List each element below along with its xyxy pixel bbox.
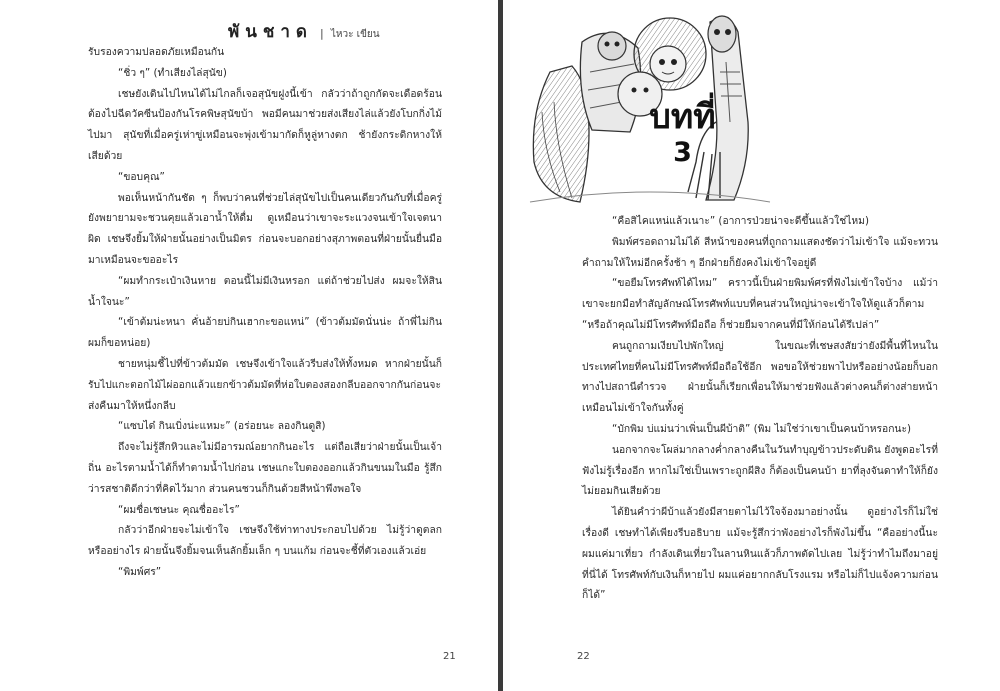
paragraph: กลัวว่าอีกฝ่ายจะไม่เข้าใจ เชษจึงใช้ท่าทางประกอบไปด้วย ไม่รู้ว่าดูตลกหรืออย่างไร ฝ่ายนั้นจึงยิ้มจนเห็นลักยิ้มเล็ก ๆ บนแก้ม ก่อนจะชี้ที่ตัวเองแล้วเอ่ย	[88, 524, 442, 558]
author-credit: ไหวะ เขียน	[330, 29, 380, 40]
running-header	[228, 18, 380, 45]
paragraph: พิมพ์ศรอดถามไม่ได้ สีหน้าของคนที่ถูกถามแสดงชัดว่าไม่เข้าใจ แม้จะทวนคำถามให้ใหม่อีกครั้งช้า ๆ อีกฝ่ายก็ยังคงไม่เข้าใจอยู่ดี	[582, 235, 938, 269]
book-title: พันชาด	[228, 22, 313, 42]
paragraph: พอเห็นหน้ากันชัด ๆ ก็พบว่าคนที่ช่วยไล่สุนัขไปเป็นคนเดียวกันกับที่เมื่อครู่ยังพยายามจะชวนคุยแล้วเอาน้ำให้ดื่ม ดูเหมือนว่าเขาจะระแวงจนเข้าใจเจตนาผิด เชษจึงยิ้มให้ฝ่ายนั้นอย่างเป็นมิตร ก่อนจะบอกอย่างสุภาพตอนที่ฝ่ายนั้นยื่นมือมาเหมือนจะขออะไร	[88, 191, 442, 266]
paragraph: “คือสิไคแหน่แล้วเนาะ” (อาการป่วยน่าจะดีขึ้นแล้วใช่ไหม)	[612, 215, 869, 227]
paragraph: รับรองความปลอดภัยเหมือนกัน	[88, 46, 225, 58]
paragraph: “ขอยืมโทรศัพท์ได้ไหม” คราวนี้เป็นฝ่ายพิมพ์ศรที่ฟังไม่เข้าใจบ้าง แม้ว่าเขาจะยกมือทำสัญลักษณ์โทรศัพท์แบบที่คนส่วนใหญ่น่าจะเข้าใจให้ดูแล้วก็ตาม “หรือถ้าคุณไม่มีโทรศัพท์มือถือ ก็ช่วยยืมจากคนที่มีให้ก่อนได้รึเปล่า”	[582, 277, 938, 331]
chapter-heading	[635, 97, 730, 169]
paragraph: “ผมชื่อเชษนะ คุณชื่ออะไร”	[118, 503, 240, 516]
paragraph: “ผมทำกระเป๋าเงินหาย ตอนนี้ไม่มีเงินหรอก แต่ถ้าช่วยไปส่ง ผมจะให้สินน้ำใจนะ”	[88, 274, 442, 308]
paragraph: คนถูกถามเงียบไปพักใหญ่ ในขณะที่เชษสงสัยว่ายังมีพื้นที่ไหนในประเทศไทยที่คนไม่มีโทรศัพท์มือถือใช้อีก พอขอให้ช่วยพาไปหรืออย่างน้อยก็บอกทางไปสถานีตำรวจ ฝ่ายนั้นก็เรียกเพื่อนให้มาช่วยฟังแล้วต่างคนก็ต่างส่ายหน้าเหมือนไม่เข้าใจกันทั้งคู่	[582, 339, 938, 415]
paragraph: “เข้าต้มน่ะหนา คั่นอ้ายบ่กินเฮากะขอแหน่” (ข้าวต้มมัดนั่นน่ะ ถ้าพี่ไม่กินผมก็ขอหน่อย)	[88, 316, 442, 350]
chapter-number: 3	[673, 137, 692, 168]
right-page-text	[582, 211, 938, 606]
paragraph: “พิมพ์ศร”	[118, 565, 162, 578]
header-separator: |	[320, 27, 324, 40]
page-number-right: 22	[577, 651, 590, 662]
paragraph: “ชิ่ว ๆ” (ทำเสียงไล่สุนัข)	[118, 66, 227, 79]
paragraph: “ขอบคุณ”	[118, 170, 165, 183]
left-page-text	[88, 42, 442, 583]
chapter-title: บทที่	[649, 97, 716, 137]
left-page	[0, 0, 498, 691]
paragraph: ได้ยินคำว่าผีบ้าแล้วยังมีสายตาไม่ไว้ใจจ้องมาอย่างนั้น ดูอย่างไรก็ไม่ใช่เรื่องดี เชษทำได้เพียงรีบอธิบาย แม้จะรู้สึกว่าพังอย่างไรก็พังไม่ขึ้น “คืออย่างนี้นะ ผมแค่มาเที่ยว กำลังเดินเที่ยวในลานหินแล้วก็ภาพตัดไปเลย ไม่รู้ว่าทำไมถึงมาอยู่ที่นี่ได้ โทรศัพท์กับเงินก็หายไป ผมแค่อยากกลับโรงแรม หรือไม่ก็ไปแจ้งความก่อนก็ได้”	[582, 506, 938, 602]
paragraph: นอกจากจะโผล่มากลางค่ำกลางคืนในวันทำบุญข้าวประดับดิน ยังพูดอะไรที่ฟังไม่รู้เรื่องอีก หากไม่ใช่เป็นเพราะถูกผีสิง ก็ต้องเป็นคนบ้า ยาที่ลุงจันดาทำให้ก็ยังไม่ยอมกินเสียด้วย	[582, 443, 938, 498]
paragraph: ถึงจะไม่รู้สึกหิวและไม่มีอารมณ์อยากกินอะไร แต่ถือเสียว่าฝ่ายนั้นเป็นเจ้าถิ่น อะไรตามน้ำได้ก็ทำตามน้ำไปก่อน เชษแกะใบตองออกแล้วกินขนมในมือ รู้สึกว่ารสชาติดีกว่าที่คิดไว้มาก ส่วนคนชวนก็กินด้วยสีหน้าพึงพอใจ	[88, 441, 442, 495]
paragraph: เชษยังเดินไปไหนได้ไม่ไกลก็เจอสุนัขฝูงนี้เข้า กลัวว่าถ้าถูกกัดจะเดือดร้อนต้องไปฉีดวัคซีนป้องกันโรคพิษสุนัขบ้า พอมีคนมาช่วยส่งเสียงไล่แล้วยังโบกกิ่งไม้ไปมา สุนัขที่เมื่อครู่เห่าขู่เหมือนจะพุ่งเข้ามากัดก็หูลู่หางตก ช้ายังกระดิกหางให้เสียด้วย	[88, 87, 442, 162]
paragraph: ชายหนุ่มชี้ไปที่ข้าวต้มมัด เชษจึงเข้าใจแล้วรีบส่งให้ทั้งหมด หากฝ่ายนั้นก็รับไปแกะตอกไม้ไผ่ออกแล้วแยกข้าวต้มมัดที่ห่อใบตองสองกลีบออกจากกันก่อนจะส่งคืนมาให้หนึ่งกลีบ	[88, 357, 442, 412]
paragraph: “แซบได๋ กินเบิ่งน่ะแหมะ” (อร่อยนะ ลองกินดูสิ)	[118, 420, 326, 433]
page-number-left: 21	[443, 651, 456, 662]
paragraph: “บักพิม บ่แม่นว่าเพิ่นเป็นผีบ้าติ” (พิม ไม่ใช่ว่าเขาเป็นคนบ้าหรอกนะ)	[612, 422, 912, 435]
